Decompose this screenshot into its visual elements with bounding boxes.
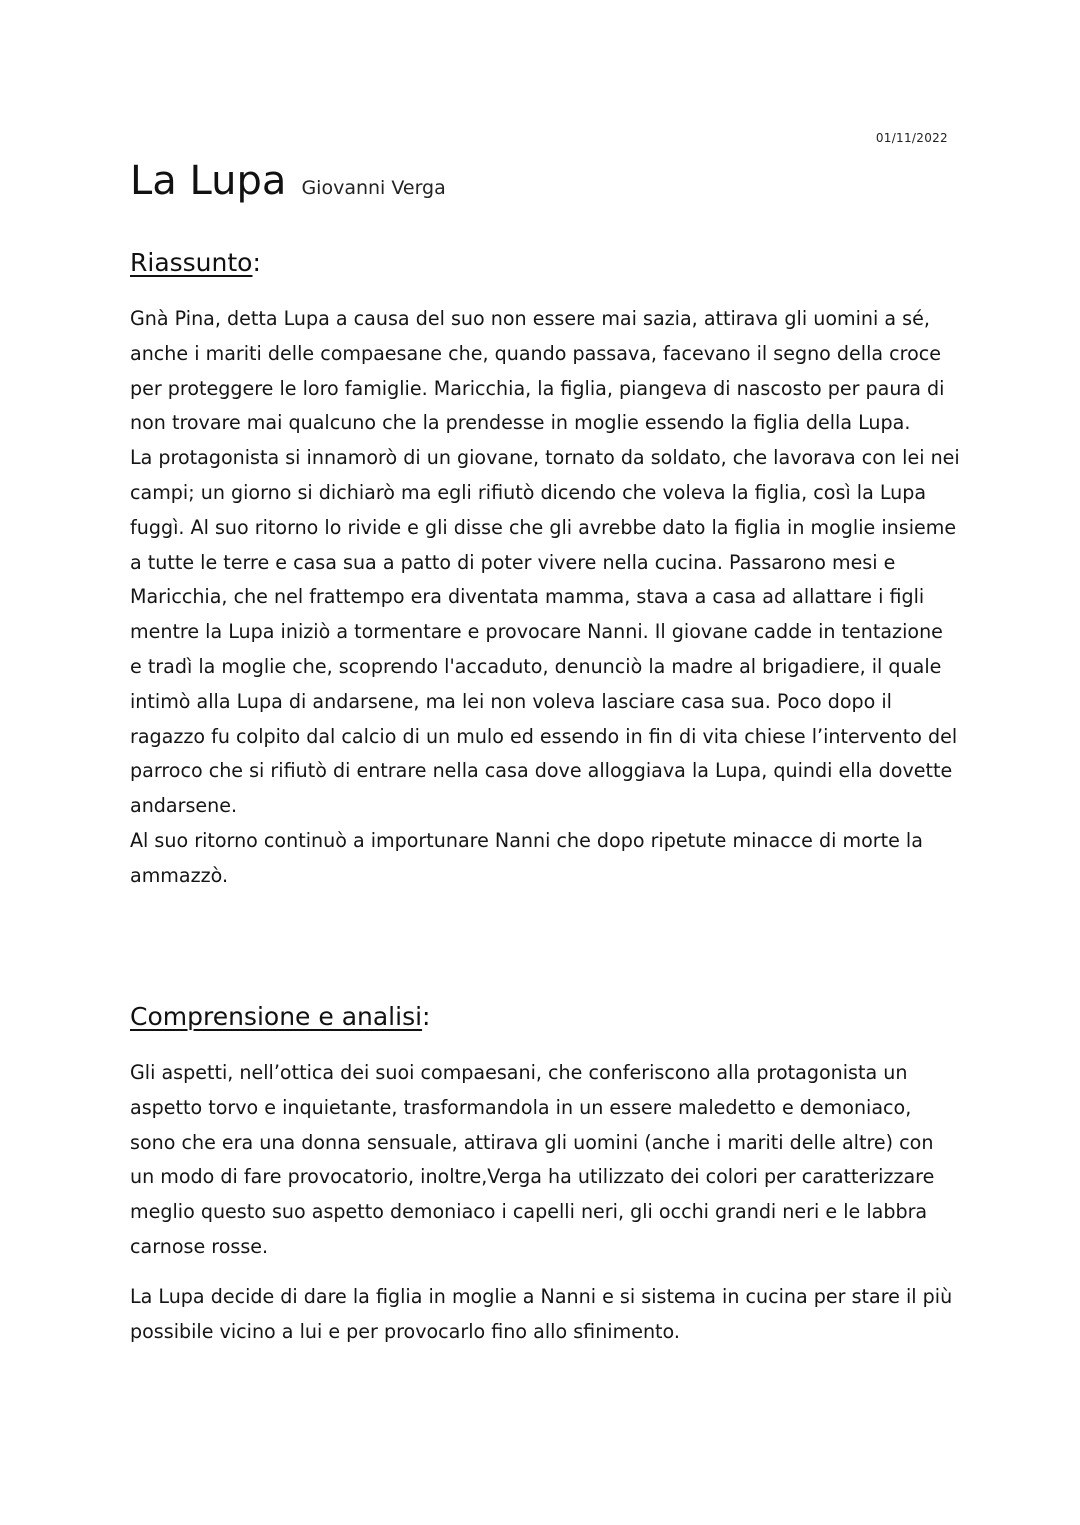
comprensione-paragraph: Gli aspetti, nell’ottica dei suoi compaesani, che conferiscono alla protagonista un aspetto torvo e inquietante, trasformandola in un essere maledetto e demoniaco, sono che era una donna sensuale, attirava gli uomini (anche i mariti delle altre) con un modo di fare provocatorio, inoltre,Verga ha utilizzato dei colori per caratterizzare meglio questo suo aspetto demoniaco i capelli neri, gli occhi grandi neri e le labbra carnose rosse. xyxy=(130,1061,935,1258)
document-author: Giovanni Verga xyxy=(301,177,446,199)
section-heading-riassunto-colon: : xyxy=(252,248,261,277)
riassunto-paragraph: Gnà Pina, detta Lupa a causa del suo non essere mai sazia, attirava gli uomini a sé, anche i mariti delle compaesane che, quando passava, facevano il segno della croce per proteggere le loro famiglie. Maricchia, la figlia, piangeva di nascosto per paura di non trovare mai qualcuno che la prendesse in moglie essendo la figlia della Lupa. xyxy=(130,307,945,435)
section-heading-riassunto-label: Riassunto xyxy=(130,248,253,277)
section-heading-riassunto xyxy=(130,248,261,278)
section-heading-comprensione-label: Comprensione e analisi xyxy=(130,1002,423,1031)
document-title: La Lupa xyxy=(130,158,287,204)
riassunto-paragraph: La protagonista si innamorò di un giovane, tornato da soldato, che lavorava con lei nei campi; un giorno si dichiarò ma egli rifiutò dicendo che voleva la figlia, così la Lupa fuggì. Al suo ritorno lo rivide e gli disse che gli avrebbe dato la figlia in moglie insieme a tutte le terre e casa sua a patto di poter vivere nella cucina. Passarono mesi e Maricchia, che nel frattempo era diventata mamma, stava a casa ad allattare i figli mentre la Lupa iniziò a tormentare e provocare Nanni. Il giovane cadde in tentazione e tradì la moglie che, scoprendo l'accaduto, denunciò la madre al brigadiere, il quale intimò alla Lupa di andarsene, ma lei non voleva lasciare casa sua. Poco dopo il ragazzo fu colpito dal calcio di un mulo ed essendo in fin di vita chiese l’intervento del parroco che si rifiutò di entrare nella casa dove alloggiava la Lupa, quindi ella dovette andarsene. xyxy=(130,446,960,818)
document-date: 01/11/2022 xyxy=(875,131,948,145)
riassunto-paragraph: Al suo ritorno continuò a importunare Nanni che dopo ripetute minacce di morte la ammazzò. xyxy=(130,828,923,887)
comprensione-paragraph-2 xyxy=(130,1280,960,1350)
title-row xyxy=(130,158,446,204)
comprensione-paragraph: La Lupa decide di dare la figlia in moglie a Nanni e si sistema in cucina per stare il più possibile vicino a lui e per provocarlo fino allo sfinimento. xyxy=(130,1285,953,1343)
comprensione-paragraph-1 xyxy=(130,1056,960,1265)
riassunto-body xyxy=(130,302,960,894)
section-heading-comprensione-colon: : xyxy=(422,1002,431,1031)
section-heading-comprensione xyxy=(130,1002,430,1032)
